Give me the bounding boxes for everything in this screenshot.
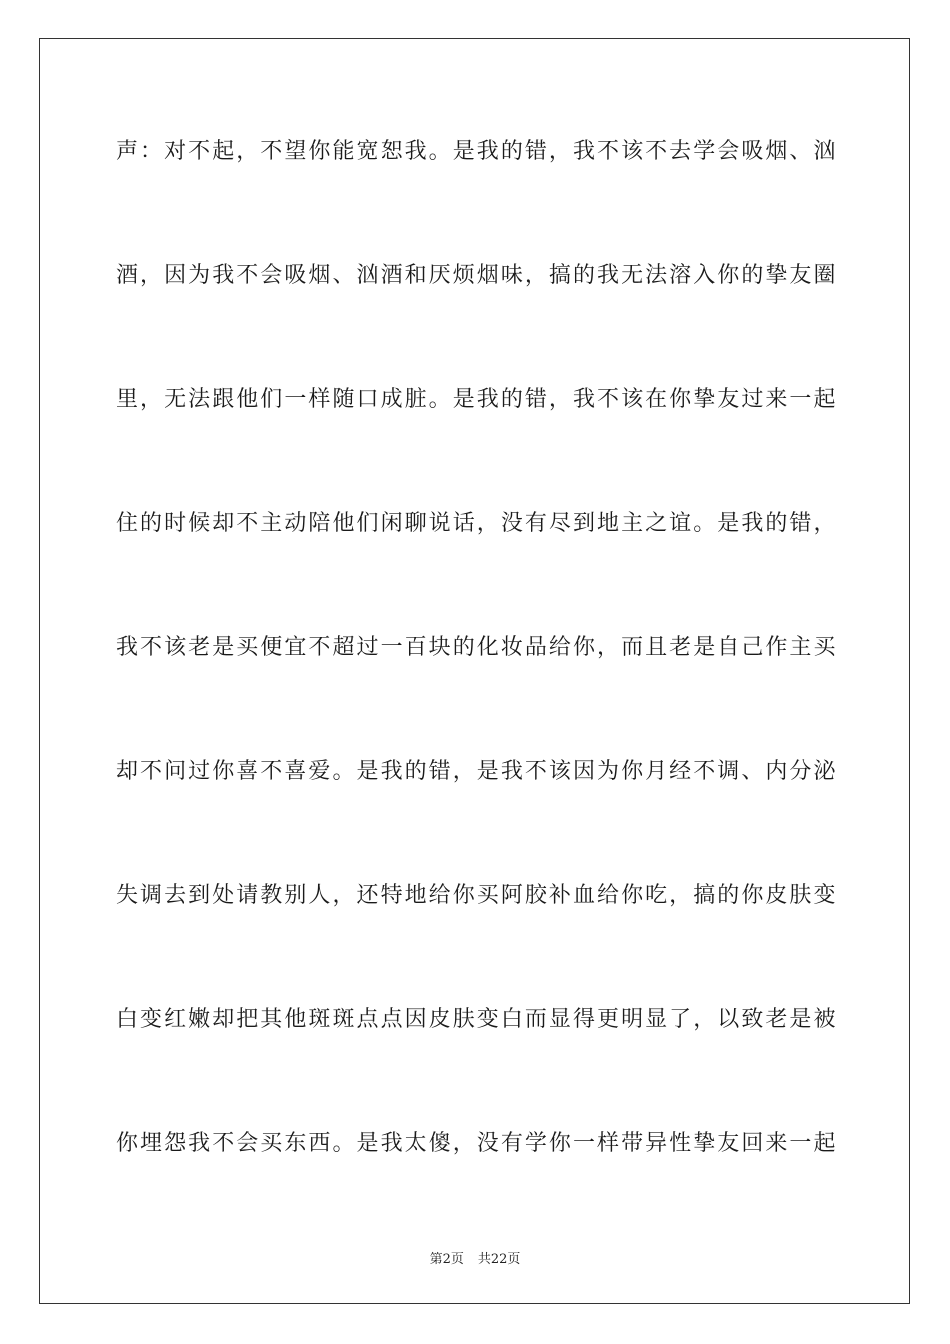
body-line-4: 住的时候却不主动陪他们闲聊说话，没有尽到地主之谊。是我的错， [116, 511, 836, 536]
body-line-8: 白变红嫩却把其他斑斑点点因皮肤变白而显得更明显了，以致老是被 [116, 1007, 836, 1032]
body-line-2: 酒，因为我不会吸烟、汹酒和厌烦烟味，搞的我无法溶入你的挚友圈 [116, 263, 836, 288]
body-line-5: 我不该老是买便宜不超过一百块的化妆品给你，而且老是自己作主买 [116, 635, 836, 660]
page-total: 共22页 [477, 1252, 521, 1267]
page-footer [0, 1248, 950, 1267]
page-number: 第2页 [429, 1252, 464, 1267]
body-line-9: 你埋怨我不会买东西。是我太傻，没有学你一样带异性挚友回来一起 [116, 1131, 836, 1156]
body-line-1: 声：对不起，不望你能宽恕我。是我的错，我不该不去学会吸烟、汹 [116, 139, 836, 164]
body-line-3: 里，无法跟他们一样随口成脏。是我的错，我不该在你挚友过来一起 [116, 387, 836, 412]
page-border [39, 38, 910, 1304]
body-line-7: 失调去到处请教别人，还特地给你买阿胶补血给你吃，搞的你皮肤变 [116, 883, 836, 908]
body-line-6: 却不问过你喜不喜爱。是我的错，是我不该因为你月经不调、内分泌 [116, 759, 836, 784]
